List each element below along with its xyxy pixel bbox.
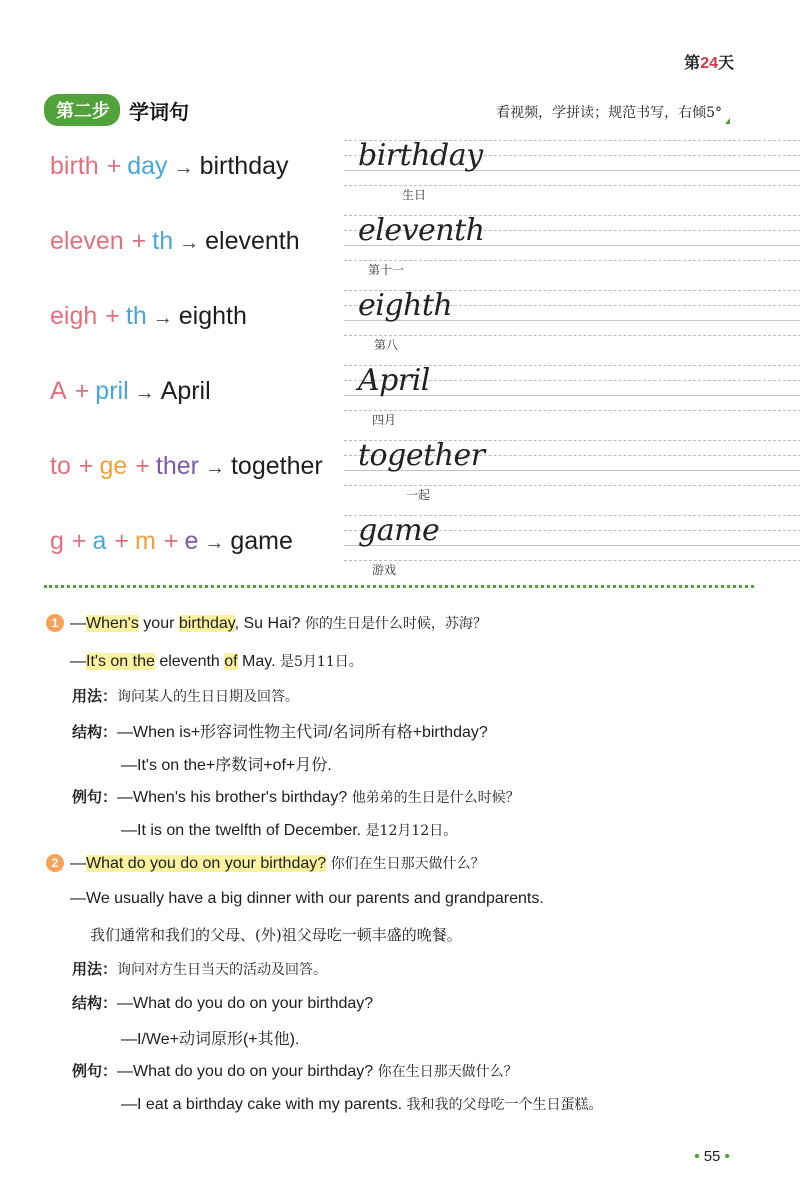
plus-sign: + [163,527,179,555]
word-part: a [92,527,107,555]
s2-example-2: —I eat a birthday cake with my parents. 我和我的父母吃一个生日蛋糕。 [121,1096,603,1113]
word-part: ge [99,452,128,480]
handwritten-word: birthday [358,138,483,173]
word-result: eighth [178,302,247,330]
s2-structure: 结构：—What do you do on your birthday? [72,994,374,1012]
word-part: pril [95,377,129,405]
dotted-divider [44,585,754,588]
word-equation [50,302,247,331]
word-meaning: 第八 [374,338,399,352]
word-result: together [230,452,323,480]
plus-sign: + [135,452,150,480]
arrow-right-icon: → [134,382,155,404]
word-equation [50,527,293,556]
word-meaning: 一起 [406,488,431,502]
s1-usage: 用法：询问某人的生日日期及回答。 [72,687,300,705]
plus-sign: + [78,452,94,480]
word-part: m [135,527,156,555]
word-result: eleventh [205,227,300,255]
page-number: • 55 • [694,1148,730,1165]
word-meaning: 第十一 [368,263,405,277]
word-row [50,438,750,502]
word-row [50,213,750,277]
word-part: e [184,527,199,555]
word-part: g [50,527,64,555]
word-part: eigh [50,302,98,330]
word-meaning: 四月 [372,413,397,427]
s1-question: —When's your birthday, Su Hai? 你的生日是什么时候，苏海？ [70,615,487,632]
number-badge-1: 1 [46,614,64,632]
word-row [50,288,750,352]
s2-question: —What do you do on your birthday? 你们在生日那天做什么？ [70,855,485,872]
s1-structure: 结构：—When is+形容词性物主代词/名词所有格+birthday? [72,723,488,741]
word-equation [50,452,323,481]
guide-line [344,410,800,411]
plus-sign: + [71,527,87,555]
word-equation [50,377,211,406]
s2-structure-2: —I/We+动词原形(+其他). [121,1031,300,1048]
word-part: to [50,452,71,480]
handwritten-word: game [358,513,440,548]
word-meaning: 游戏 [372,563,397,577]
s2-usage: 用法：询问对方生日当天的活动及回答。 [72,960,328,978]
guide-line [344,260,800,261]
guide-line [344,560,800,561]
word-result: April [160,377,211,405]
word-part: day [127,152,168,180]
handwritten-word: eighth [358,288,453,323]
s1-example-2: —It is on the twelfth of December. 是12月12日。 [121,822,458,839]
handwritten-word: eleventh [358,213,485,248]
word-part: birth [50,152,99,180]
word-row [50,363,750,427]
s1-structure-2: —It's on the+序数词+of+月份. [121,757,332,774]
arrow-right-icon: → [204,457,225,479]
plus-sign: + [114,527,130,555]
word-part: ther [155,452,199,480]
s2-answer-cn: 我们通常和我们的父母、(外)祖父母吃一顿丰盛的晚餐。 [90,926,462,944]
s1-example-1: 例句：—When's his brother's birthday? 他弟弟的生日是什么时候？ [72,788,520,806]
arrow-right-icon: → [152,307,173,329]
number-badge-2: 2 [46,854,64,872]
step-title: 学词句 [129,101,189,124]
day-number: 24 [700,55,718,72]
word-part: A [50,377,67,405]
word-meaning: 生日 [402,188,427,202]
step-instruction: 看视频，学拼读；规范书写，右倾5° [496,105,722,121]
step-header [44,94,189,126]
day-label: 第24天 [684,55,734,72]
arrow-right-icon: → [173,157,194,179]
word-part: th [152,227,174,255]
s2-answer: —We usually have a big dinner with our parents and grandparents. [70,890,544,907]
arrow-right-icon: → [179,232,200,254]
word-equation [50,152,289,181]
plus-sign: + [105,302,120,330]
word-part: eleven [50,227,124,255]
word-row [50,138,750,202]
step-badge: 第二步 [44,94,120,126]
word-row [50,513,750,577]
plus-sign: + [131,227,147,255]
handwritten-word: April [358,363,430,398]
arrow-right-icon: → [204,532,225,554]
word-part: th [125,302,147,330]
s1-answer: —It's on the eleventh of May. 是5月11日。 [70,653,363,670]
word-equation [50,227,300,256]
guide-line [344,335,800,336]
handwritten-word: together [358,438,485,473]
corner-triangle-icon [725,118,730,124]
s2-example-1: 例句：—What do you do on your birthday? 你在生日那天做什么？ [72,1062,518,1080]
word-result: game [230,527,293,555]
plus-sign: + [74,377,90,405]
plus-sign: + [106,152,122,180]
word-result: birthday [199,152,289,180]
